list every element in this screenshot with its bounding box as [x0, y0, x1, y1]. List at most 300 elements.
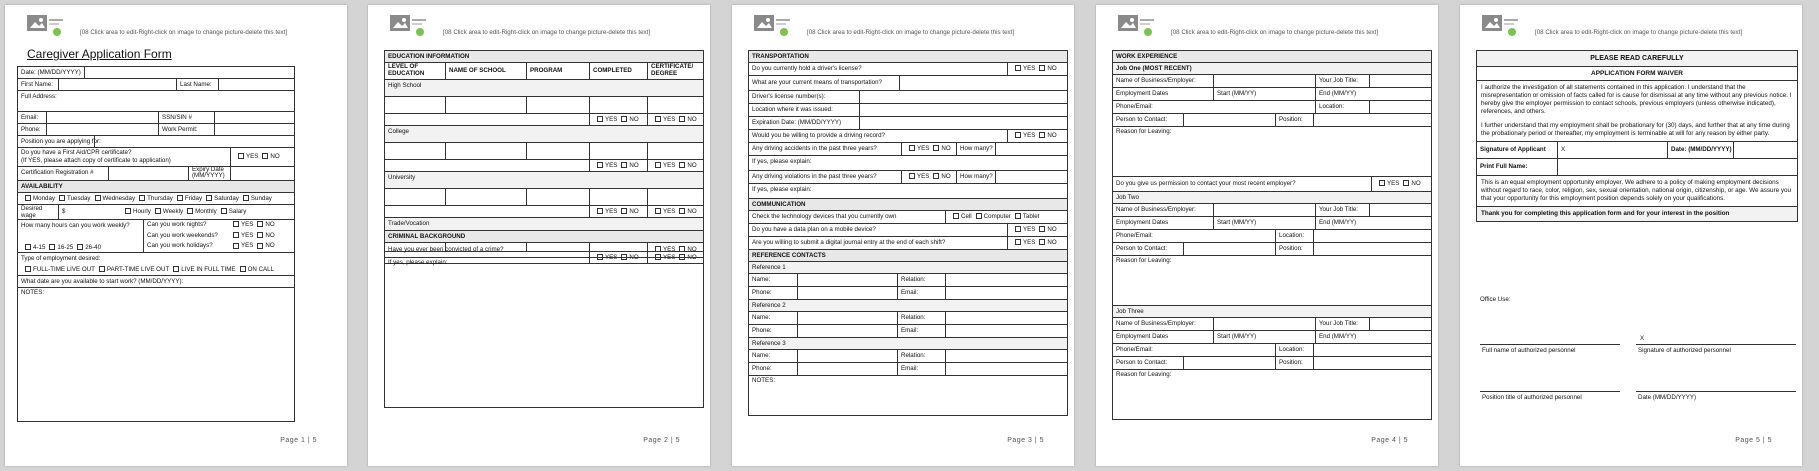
reference-1-label: Reference 1: [752, 264, 786, 271]
last-name-label: Last Name:: [176, 79, 212, 90]
college-cert-yes-checkbox[interactable]: [655, 162, 661, 168]
devices-question: Check the technology devices that you currently own: [752, 213, 897, 220]
ref1-phone-field[interactable]: [797, 287, 896, 299]
ref2-relation-field[interactable]: [945, 312, 1067, 324]
ref-name-label: Name:: [752, 314, 771, 321]
monday-checkbox[interactable]: [25, 195, 31, 201]
transport-header: TRANSPORTATION: [752, 53, 809, 60]
full-time-live-out-checkbox[interactable]: [25, 266, 31, 272]
image-placeholder-icon[interactable]: [390, 15, 428, 37]
pay-type-label: Weekly: [162, 208, 184, 215]
college-school-field[interactable]: [445, 143, 527, 159]
emp-option: FULL-TIME LIVE OUT: [33, 266, 95, 273]
business-label: Name of Business/Employer:: [1116, 206, 1196, 213]
violations-yes-checkbox[interactable]: [909, 173, 915, 179]
header-note[interactable]: [08 Click area to edit-Right-click on image to change picture-delete this text]: [807, 29, 1015, 36]
means-question: What are your current means of transportation?: [752, 79, 883, 86]
job2-reason-box[interactable]: [1112, 256, 1432, 306]
explain-label: If yes, please explain:: [752, 186, 812, 193]
work-permit-label: Work Permit:: [158, 124, 198, 135]
sunday-checkbox[interactable]: [243, 195, 249, 201]
hours-16-25-checkbox[interactable]: [49, 244, 55, 250]
job-title-label: Your Job Title:: [1315, 318, 1358, 330]
reference-header: REFERENCE CONTACTS: [752, 252, 826, 259]
holidays-no-checkbox[interactable]: [257, 243, 263, 249]
ssn-field[interactable]: [214, 112, 294, 123]
header-note[interactable]: [08 Click area to edit-Right-click on image to change picture-delete this text]: [80, 29, 288, 36]
job2-end-field[interactable]: End (MM/YY): [1315, 217, 1356, 229]
emp-option: ON CALL: [247, 266, 275, 273]
wage-field[interactable]: $: [58, 205, 122, 219]
reference-2-label: Reference 2: [752, 302, 786, 309]
emp-dates-label: Employment Dates: [1116, 219, 1169, 226]
first-aid-yes-checkbox[interactable]: [238, 153, 244, 159]
yes-label: YES: [663, 162, 676, 169]
transport-section: [748, 50, 1068, 416]
work-permit-field[interactable]: [214, 124, 294, 135]
level-college: College: [388, 128, 409, 135]
reference-3-label: Reference 3: [752, 340, 786, 347]
phone-email-label: Phone/Email:: [1116, 232, 1153, 239]
weekends-no-checkbox[interactable]: [257, 232, 263, 238]
image-placeholder-icon[interactable]: [27, 15, 65, 37]
notes-label: NOTES:: [752, 377, 776, 384]
first-aid-question: Do you have a First Aid/CPR certificate?: [21, 149, 132, 156]
ref2-name-field[interactable]: [797, 312, 896, 324]
full-name-auth-label: Full name of authorized personnel: [1482, 347, 1576, 354]
data-yes-checkbox[interactable]: [1015, 226, 1021, 232]
hs-school-field[interactable]: [445, 97, 527, 113]
computer-checkbox[interactable]: [976, 213, 982, 219]
hourly-checkbox[interactable]: [125, 208, 131, 214]
hs-cert-no-checkbox[interactable]: [679, 116, 685, 122]
ref-email-label: Email:: [897, 325, 918, 337]
date-field[interactable]: [84, 67, 128, 78]
thanks-text: Thank you for completing this application form and for your interest in the position: [1477, 207, 1797, 221]
first-aid-no-checkbox[interactable]: [262, 153, 268, 159]
ref2-phone-field[interactable]: [797, 325, 896, 337]
notes-box[interactable]: [748, 376, 1068, 416]
contact-label: Person to Contact:: [1116, 245, 1168, 252]
emp-dates-label: Employment Dates: [1116, 90, 1169, 97]
yes-label: YES: [1023, 65, 1036, 72]
last-name-field[interactable]: [218, 79, 294, 90]
first-name-label: First Name:: [21, 81, 53, 88]
phone-email-label: Phone/Email:: [1116, 103, 1153, 110]
yes-label: YES: [917, 173, 930, 180]
level-high-school: High School: [388, 82, 422, 89]
ref-phone-label: Phone:: [752, 289, 772, 296]
hs-program-field[interactable]: [526, 97, 585, 113]
cell-checkbox[interactable]: [953, 213, 959, 219]
job3-location-field[interactable]: [1313, 344, 1431, 356]
job1-end-field[interactable]: End (MM/YY): [1315, 88, 1356, 100]
job3-start-field[interactable]: Start (MM/YY): [1213, 331, 1317, 343]
hs-level-cell[interactable]: [385, 97, 443, 113]
ref-relation-label: Relation:: [897, 274, 925, 286]
reason-label: Reason for Leaving:: [1116, 128, 1172, 135]
weekends-question: Can you work weekends?: [147, 231, 218, 239]
salary-checkbox[interactable]: [221, 208, 227, 214]
day-label: Saturday: [214, 195, 239, 202]
pos-auth-label: Position title of authorized personnel: [1482, 394, 1582, 401]
holidays-yes-checkbox[interactable]: [233, 243, 239, 249]
job1-position-field[interactable]: [1313, 114, 1431, 126]
ref-name-label: Name:: [752, 276, 771, 283]
yes-label: YES: [917, 145, 930, 152]
part-time-live-out-checkbox[interactable]: [99, 266, 105, 272]
contact-label: Person to Contact:: [1116, 116, 1168, 123]
signature-line[interactable]: [1480, 391, 1620, 392]
signature-line[interactable]: [1636, 344, 1796, 345]
job3-end-field[interactable]: End (MM/YY): [1315, 331, 1356, 343]
hours-option: 4-15: [33, 244, 46, 251]
yes-label: YES: [241, 242, 254, 250]
holidays-question: Can you work holidays?: [147, 242, 213, 250]
print-name-label: Print Full Name:: [1480, 163, 1528, 170]
criminal-yes-checkbox[interactable]: [655, 246, 661, 252]
college-completed-no-checkbox[interactable]: [621, 162, 627, 168]
date-label: Date: (MM/DD/YYYY): [21, 69, 81, 76]
journal-question: Are you willing to submit a digital journal entry at the end of each shift?: [752, 239, 946, 246]
ref3-relation-field[interactable]: [945, 350, 1067, 362]
no-label: NO: [941, 145, 951, 152]
job2-location-field[interactable]: [1313, 230, 1431, 242]
employment-type-label: Type of employment desired:: [21, 255, 101, 262]
yes-label: YES: [605, 162, 618, 169]
issued-label: Location where it was issued:: [752, 106, 833, 113]
univ-cert-yes-checkbox[interactable]: [655, 208, 661, 214]
univ-program-field[interactable]: [526, 189, 585, 205]
license-num-field[interactable]: [859, 91, 923, 103]
nights-no-checkbox[interactable]: [257, 221, 263, 227]
header-note[interactable]: [08 Click area to edit-Right-click on image to change picture-delete this text]: [443, 29, 651, 36]
expiration-field[interactable]: [859, 117, 923, 129]
ref1-email-field[interactable]: [945, 287, 1067, 299]
waiver-paragraph-1: I authorize the investigation of all statements contained in this application. I understand that the misrepresentation or omission of facts called for is cause for dismissal at any time without any previous notice. I hereby give the employer permission to contact schools, previous employers (unless otherwise indicated), references, and others.: [1481, 84, 1792, 115]
first-aid-note: (If YES, please attach copy of certificate to application): [21, 157, 171, 164]
yes-label: YES: [246, 153, 259, 160]
no-label: NO: [687, 162, 697, 169]
no-label: NO: [1411, 180, 1421, 187]
ref2-email-field[interactable]: [945, 325, 1067, 337]
col-school: NAME OF SCHOOL: [445, 63, 527, 79]
job3-position-field[interactable]: [1313, 357, 1431, 369]
hs-cert-yes-checkbox[interactable]: [655, 116, 661, 122]
col-program: PROGRAM: [526, 63, 585, 79]
no-label: NO: [629, 116, 639, 123]
yes-label: YES: [663, 254, 676, 261]
phone-email-label: Phone/Email:: [1116, 346, 1153, 353]
job3-contact-field[interactable]: [1183, 357, 1277, 369]
license-no-checkbox[interactable]: [1039, 65, 1045, 71]
yes-label: YES: [605, 116, 618, 123]
ref3-name-field[interactable]: [797, 350, 896, 362]
job2-title-field[interactable]: [1369, 204, 1431, 216]
college-program-field[interactable]: [526, 143, 585, 159]
day-label: Thursday: [147, 195, 173, 202]
permission-question: Do you give us permission to contact your most recent employer?: [1116, 180, 1296, 187]
page-3: [732, 5, 1074, 466]
page-number: Page 4 | 5: [1371, 437, 1408, 444]
phone-field[interactable]: [46, 124, 160, 135]
day-label: Monday: [33, 195, 56, 202]
record-yes-checkbox[interactable]: [1015, 132, 1021, 138]
business-label: Name of Business/Employer:: [1116, 320, 1196, 327]
hours-option: 16-25: [57, 244, 74, 251]
yes-label: YES: [605, 254, 618, 261]
ref-email-label: Email:: [897, 363, 918, 375]
thursday-checkbox[interactable]: [139, 195, 145, 201]
business-label: Name of Business/Employer:: [1116, 77, 1196, 84]
tuesday-checkbox[interactable]: [59, 195, 65, 201]
col-completed: COMPLETED: [589, 63, 648, 79]
expiry-label: Expiry Date (MM/YYYY): [188, 167, 232, 180]
no-label: NO: [1047, 226, 1057, 233]
waiver-box: [1476, 50, 1798, 222]
yes-label: YES: [1023, 226, 1036, 233]
job1-reason-box[interactable]: [1112, 127, 1432, 177]
job3-reason-box[interactable]: [1112, 370, 1432, 420]
ref-phone-label: Phone:: [752, 327, 772, 334]
waiver-paragraph-2: I further understand that my employment shall be probationary for (30) days, and further that at any time during the probationary period or thereafter, my employment is terminable at will for any reason by either party.: [1477, 119, 1797, 142]
friday-checkbox[interactable]: [177, 195, 183, 201]
no-label: NO: [265, 231, 275, 239]
license-question: Do you currently hold a driver's license?: [752, 65, 862, 72]
location-label: Location:: [1275, 344, 1304, 356]
applicant-signature-label: Signature of Applicant: [1480, 146, 1546, 153]
yes-label: YES: [663, 208, 676, 215]
ref-email-label: Email:: [897, 287, 918, 299]
univ-cert-no-checkbox[interactable]: [679, 208, 685, 214]
day-label: Wednesday: [102, 195, 136, 202]
accidents-no-checkbox[interactable]: [933, 145, 939, 151]
data-no-checkbox[interactable]: [1039, 226, 1045, 232]
criminal-header: CRIMINAL BACKGROUND: [388, 233, 466, 240]
page-number: Page 5 | 5: [1735, 437, 1772, 444]
read-carefully-title: PLEASE READ CAREFULLY: [1477, 51, 1797, 67]
job1-start-field[interactable]: Start (MM/YY): [1213, 88, 1317, 100]
location-label: Location:: [1275, 230, 1304, 242]
issued-field[interactable]: [859, 104, 923, 116]
yes-label: YES: [1023, 239, 1036, 246]
job-two-label: Job Two: [1116, 194, 1139, 201]
weekends-yes-checkbox[interactable]: [233, 232, 239, 238]
email-field[interactable]: [46, 112, 160, 123]
live-in-full-time-checkbox[interactable]: [173, 266, 179, 272]
applicant-date-field[interactable]: [1733, 142, 1797, 158]
explain-label: If yes, please explain:: [752, 158, 812, 165]
office-signature-x: X: [1640, 335, 1645, 342]
reason-label: Reason for Leaving:: [1116, 371, 1172, 378]
no-label: NO: [629, 162, 639, 169]
no-label: NO: [687, 254, 697, 261]
education-header: EDUCATION INFORMATION: [388, 53, 470, 60]
hs-completed-yes-checkbox[interactable]: [597, 116, 603, 122]
signature-line[interactable]: [1480, 344, 1620, 345]
how-many-label: How many?: [956, 143, 993, 155]
level-university: University: [388, 174, 416, 181]
job-one-label: Job One (MOST RECENT): [1116, 65, 1192, 72]
job1-contact-field[interactable]: [1183, 114, 1277, 126]
ref1-name-field[interactable]: [797, 274, 896, 286]
job3-business-field[interactable]: [1213, 318, 1317, 330]
no-label: NO: [687, 208, 697, 215]
ref-phone-label: Phone:: [752, 365, 772, 372]
full-address-label: Full Address:: [21, 93, 57, 100]
contact-label: Person to Contact:: [1116, 359, 1168, 366]
ref1-relation-field[interactable]: [945, 274, 1067, 286]
days-row: [17, 193, 295, 205]
violations-question: Any driving violations in the past three years?: [752, 173, 877, 180]
ref3-phone-field[interactable]: [797, 363, 896, 375]
day-label: Friday: [184, 195, 203, 202]
no-label: NO: [1047, 132, 1057, 139]
no-label: NO: [687, 116, 697, 123]
notes-label: NOTES:: [21, 289, 45, 296]
header-note[interactable]: [08 Click area to edit-Right-click on image to change picture-delete this text]: [1535, 29, 1743, 36]
date-label: Date: (MM/DD/YYYY): [1667, 142, 1732, 158]
weekly-checkbox[interactable]: [155, 208, 161, 214]
signature-line[interactable]: [1636, 391, 1796, 392]
no-label: NO: [265, 242, 275, 250]
nights-question: Can you work nights?: [147, 221, 207, 228]
expiry-field[interactable]: [230, 167, 294, 180]
yes-label: YES: [663, 116, 676, 123]
no-label: NO: [1047, 65, 1057, 72]
pay-type-label: Hourly: [133, 208, 151, 215]
explain-label: If yes, please explain:: [388, 259, 448, 266]
nights-yes-checkbox[interactable]: [233, 221, 239, 227]
print-name-field[interactable]: [1557, 159, 1797, 175]
page-5: [1460, 5, 1802, 466]
certification-field[interactable]: [108, 167, 172, 180]
wednesday-checkbox[interactable]: [95, 195, 101, 201]
work-header: WORK EXPERIENCE: [1116, 53, 1178, 60]
job2-contact-field[interactable]: [1183, 243, 1277, 255]
univ-completed-yes-checkbox[interactable]: [597, 208, 603, 214]
journal-yes-checkbox[interactable]: [1015, 239, 1021, 245]
emp-dates-label: Employment Dates: [1116, 333, 1169, 340]
no-label: NO: [629, 254, 639, 261]
position-field[interactable]: [94, 136, 294, 147]
job2-business-field[interactable]: [1213, 204, 1317, 216]
monthly-checkbox[interactable]: [187, 208, 193, 214]
equal-opportunity-paragraph: This is an equal employment opportunity employer. We adhere to a policy of making employment decisions without regard to race, color, religion, sex, sexual orientation, national origin, citizenship, or age. We assure you that your opportunity for this employment position depends solely on your qualifications.: [1477, 176, 1797, 207]
col-certificate: CERTIFICATE/ DEGREE: [647, 63, 703, 79]
day-label: Sunday: [250, 195, 272, 202]
notes-box[interactable]: [17, 288, 295, 422]
day-label: Tuesday: [67, 195, 91, 202]
date-auth-label: Date (MM/DD/YYYY): [1638, 394, 1697, 401]
emp-option: PART-TIME LIVE OUT: [106, 266, 170, 273]
on-call-checkbox[interactable]: [240, 266, 246, 272]
header-note[interactable]: [08 Click area to edit-Right-click on image to change picture-delete this text]: [1171, 29, 1379, 36]
accidents-yes-checkbox[interactable]: [909, 145, 915, 151]
level-trade: Trade/Vocation: [388, 220, 430, 227]
hours-4-15-checkbox[interactable]: [25, 244, 31, 250]
criminal-explain-box[interactable]: [384, 258, 704, 408]
image-placeholder-icon[interactable]: [1118, 15, 1156, 37]
waiver-title: APPLICATION FORM WAIVER: [1477, 67, 1797, 81]
location-label: Location:: [1315, 101, 1344, 113]
image-placeholder-icon[interactable]: [754, 15, 792, 37]
saturday-checkbox[interactable]: [206, 195, 212, 201]
position-label: Position:: [1275, 357, 1303, 369]
first-name-field[interactable]: [58, 79, 172, 90]
page-1: [5, 5, 347, 466]
device-label: Computer: [983, 213, 1011, 220]
work-experience: [1112, 50, 1432, 420]
univ-school-field[interactable]: [445, 189, 527, 205]
col-level: LEVEL OF EDUCATION: [388, 63, 425, 77]
pay-type-label: Monthly: [195, 208, 217, 215]
desired-wage-label: Desired wage: [21, 205, 43, 219]
accidents-question: Any driving accidents in the past three years?: [752, 145, 877, 152]
hs-completed-no-checkbox[interactable]: [621, 116, 627, 122]
communication-header: COMMUNICATION: [752, 201, 806, 208]
job-three-label: Job Three: [1116, 308, 1144, 315]
page-4: [1096, 5, 1438, 466]
image-placeholder-icon[interactable]: [1482, 15, 1520, 37]
violations-no-checkbox[interactable]: [933, 173, 939, 179]
criminal-no-checkbox[interactable]: [679, 246, 685, 252]
job1-business-field[interactable]: [1213, 75, 1317, 87]
job2-position-field[interactable]: [1313, 243, 1431, 255]
how-many-label: How many?: [956, 171, 993, 183]
yes-label: YES: [663, 246, 676, 253]
hours-26-40-checkbox[interactable]: [77, 244, 83, 250]
position-label: Position:: [1275, 114, 1303, 126]
college-completed-yes-checkbox[interactable]: [597, 162, 603, 168]
device-label: Tablet: [1022, 213, 1040, 220]
tablet-checkbox[interactable]: [1015, 213, 1021, 219]
job2-start-field[interactable]: Start (MM/YY): [1213, 217, 1317, 229]
accidents-count-field[interactable]: [995, 143, 1067, 155]
ref-relation-label: Relation:: [897, 312, 925, 324]
page-title: Caregiver Application Form: [27, 47, 172, 61]
ssn-label: SSN/SIN #: [158, 112, 192, 123]
hours-option: 26-40: [85, 244, 102, 251]
emp-option: LIVE IN FULL TIME: [181, 266, 236, 273]
no-label: NO: [265, 221, 275, 228]
job3-title-field[interactable]: [1369, 318, 1431, 330]
job1-title-field[interactable]: [1369, 75, 1431, 87]
job-title-label: Your Job Title:: [1315, 204, 1358, 216]
record-no-checkbox[interactable]: [1039, 132, 1045, 138]
violations-count-field[interactable]: [995, 171, 1067, 183]
permission-no-checkbox[interactable]: [1403, 180, 1409, 186]
certification-label: Certification Registration #: [21, 169, 94, 176]
no-label: NO: [629, 208, 639, 215]
yes-label: YES: [241, 231, 254, 239]
univ-completed-no-checkbox[interactable]: [621, 208, 627, 214]
applicant-form: [17, 66, 295, 422]
no-label: NO: [687, 246, 697, 253]
ref3-email-field[interactable]: [945, 363, 1067, 375]
permission-yes-checkbox[interactable]: [1379, 180, 1385, 186]
phone-label: Phone:: [21, 126, 41, 133]
journal-no-checkbox[interactable]: [1039, 239, 1045, 245]
email-label: Email:: [21, 114, 39, 121]
data-plan-question: Do you have a data plan on a mobile device?: [752, 226, 876, 233]
college-cert-no-checkbox[interactable]: [679, 162, 685, 168]
applicant-signature-field[interactable]: X: [1557, 142, 1661, 158]
job1-location-field[interactable]: [1369, 101, 1431, 113]
means-field[interactable]: [899, 76, 1067, 90]
sig-auth-label: Signature of authorized personnel: [1638, 347, 1731, 354]
license-yes-checkbox[interactable]: [1015, 65, 1021, 71]
